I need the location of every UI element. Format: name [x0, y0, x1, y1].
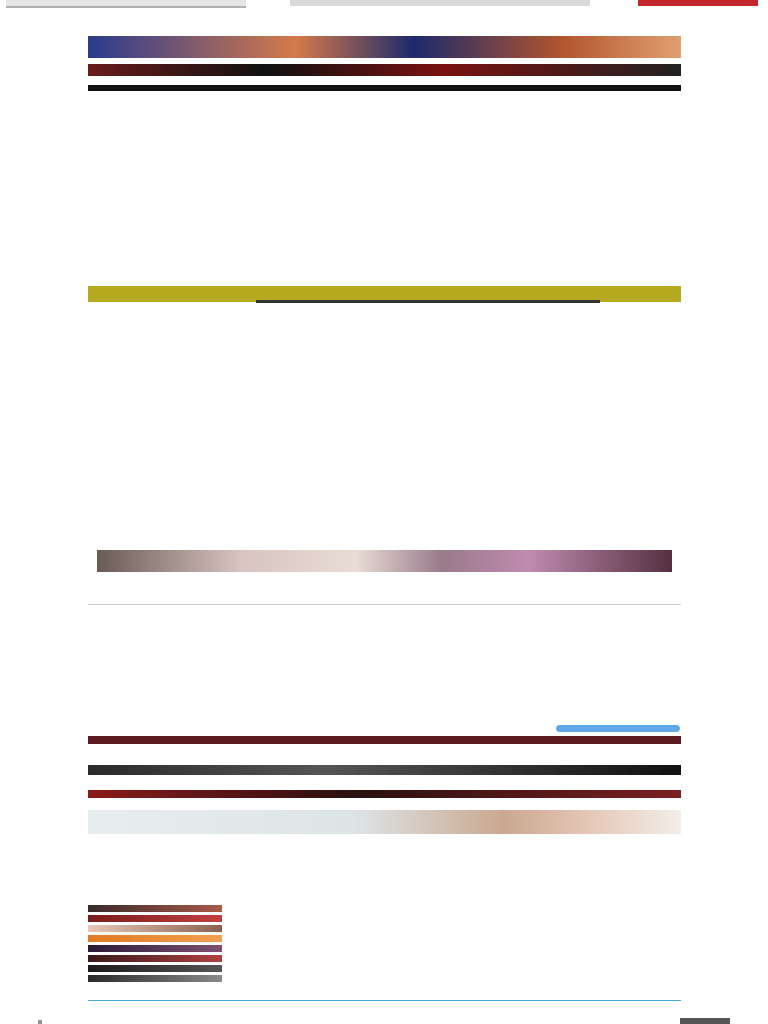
- promo-red-bar[interactable]: [88, 790, 681, 798]
- thumbnail[interactable]: [88, 905, 222, 912]
- tag-bar: [88, 592, 681, 605]
- hero-banner[interactable]: [88, 36, 681, 58]
- thumbnail[interactable]: [88, 945, 222, 952]
- article-body-bottom: [88, 306, 608, 311]
- thumbnail[interactable]: [88, 935, 222, 942]
- ad-underline: [256, 300, 600, 303]
- site-logo[interactable]: [6, 0, 246, 8]
- promo-banner[interactable]: [88, 810, 681, 834]
- search-button[interactable]: [556, 725, 680, 732]
- main-nav: [88, 64, 681, 76]
- top-links[interactable]: [290, 0, 590, 6]
- masthead-title[interactable]: [88, 14, 680, 36]
- divider-strip: [88, 85, 681, 91]
- thumbnail[interactable]: [88, 915, 222, 922]
- thumbnail[interactable]: [88, 975, 222, 982]
- article-body-top: [88, 96, 608, 101]
- footer-button[interactable]: [680, 1018, 730, 1024]
- advertisement-bar[interactable]: [88, 286, 681, 302]
- thumbnail[interactable]: [88, 925, 222, 932]
- promo-bar[interactable]: [88, 736, 681, 744]
- thumbnail-column: [88, 905, 222, 985]
- tagline: [88, 78, 681, 84]
- footer-divider: [88, 1000, 681, 1001]
- scroll-indicator[interactable]: [38, 1020, 42, 1024]
- thumbnail[interactable]: [88, 955, 222, 962]
- promo-gradient-bar[interactable]: [88, 765, 681, 775]
- top-bar: [0, 0, 768, 10]
- thumbnail[interactable]: [88, 965, 222, 972]
- photo-gallery-strip[interactable]: [97, 550, 672, 572]
- subscribe-button[interactable]: [638, 0, 758, 6]
